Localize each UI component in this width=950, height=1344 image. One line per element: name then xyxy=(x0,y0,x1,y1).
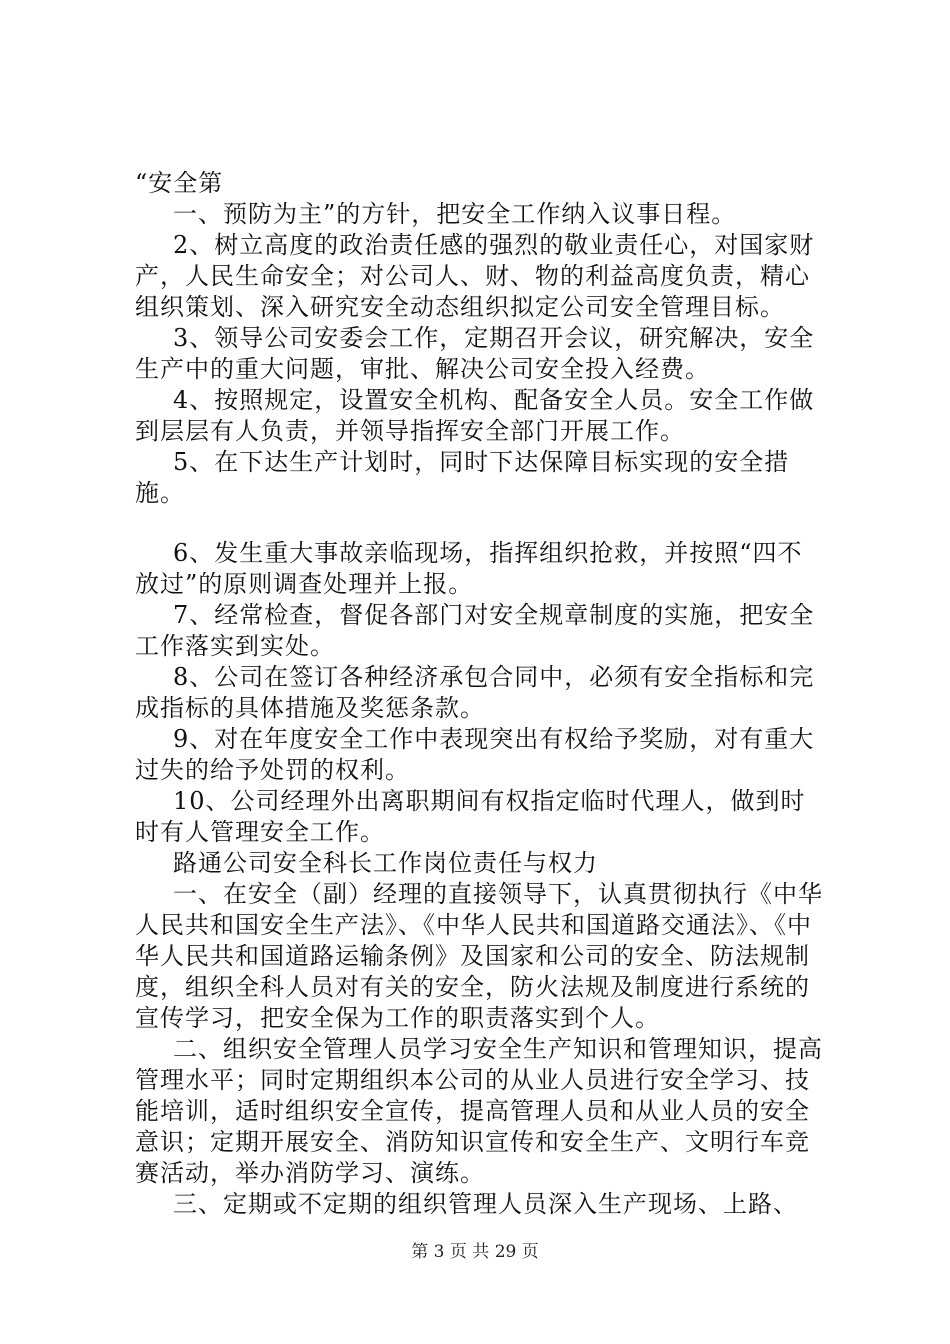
page-number: 第 3 页 共 29 页 xyxy=(411,1242,539,1262)
document-body xyxy=(135,168,825,1220)
paragraph-6: 6、发生重大事故亲临现场，指挥组织抢救，并按照“四不放过”的原则调查处理并上报。 xyxy=(135,539,803,598)
paragraph-2: 2、树立高度的政治责任感的强烈的敬业责任心，对国家财产，人民生命安全；对公司人、财、物的利益高度负责，精心组织策划、深入研究安全动态组织拟定公司安全管理目标。 xyxy=(135,231,815,321)
paragraph-1: 一、预防为主”的方针，把安全工作纳入议事日程。 xyxy=(173,200,737,228)
section-paragraph-2: 二、组织安全管理人员学习安全生产知识和管理知识，提高管理水平；同时定期组织本公司的从业人员进行安全学习、技能培训，适时组织安全宣传，提高管理人员和从业人员的安全意识；定期开展安全、消防知识宣传和安全生产、文明行车竞赛活动，举办消防学习、演练。 xyxy=(135,1035,823,1187)
paragraph-7: 7、经常检查，督促各部门对安全规章制度的实施，把安全工作落实到实处。 xyxy=(135,601,815,660)
paragraph-quote-start: “安全第 xyxy=(135,169,224,197)
paragraph-8: 8、公司在签订各种经济承包合同中，必须有安全指标和完成指标的具体措施及奖惩条款。 xyxy=(135,663,815,722)
section-title: 路通公司安全科长工作岗位责任与权力 xyxy=(173,849,598,877)
section-paragraph-1: 一、在安全（副）经理的直接领导下，认真贯彻执行《中华人民共和国安全生产法》、《中华人民共和国道路交通法》、《中华人民共和国道路运输条例》及国家和公司的安全、防法规制度，组织全科人员对有关的安全，防火法规及制度进行系统的宣传学习，把安全保为工作的职责落实到个人。 xyxy=(135,880,823,1032)
section-paragraph-3: 三、定期或不定期的组织管理人员深入生产现场、上路、 xyxy=(173,1190,798,1218)
paragraph-4: 4、按照规定，设置安全机构、配备安全人员。安全工作做到层层有人负责，并领导指挥安全部门开展工作。 xyxy=(135,386,815,445)
paragraph-gap xyxy=(135,509,825,538)
paragraph-5: 5、在下达生产计划时，同时下达保障目标实现的安全措施。 xyxy=(135,448,790,507)
paragraph-10: 10、公司经理外出离职期间有权指定临时代理人，做到时时有人管理安全工作。 xyxy=(135,787,806,846)
paragraph-3: 3、领导公司安委会工作，定期召开会议，研究解决，安全生产中的重大问题，审批、解决公司安全投入经费。 xyxy=(135,324,815,383)
paragraph-9: 9、对在年度安全工作中表现突出有权给予奖励，对有重大过失的给予处罚的权利。 xyxy=(135,725,815,784)
